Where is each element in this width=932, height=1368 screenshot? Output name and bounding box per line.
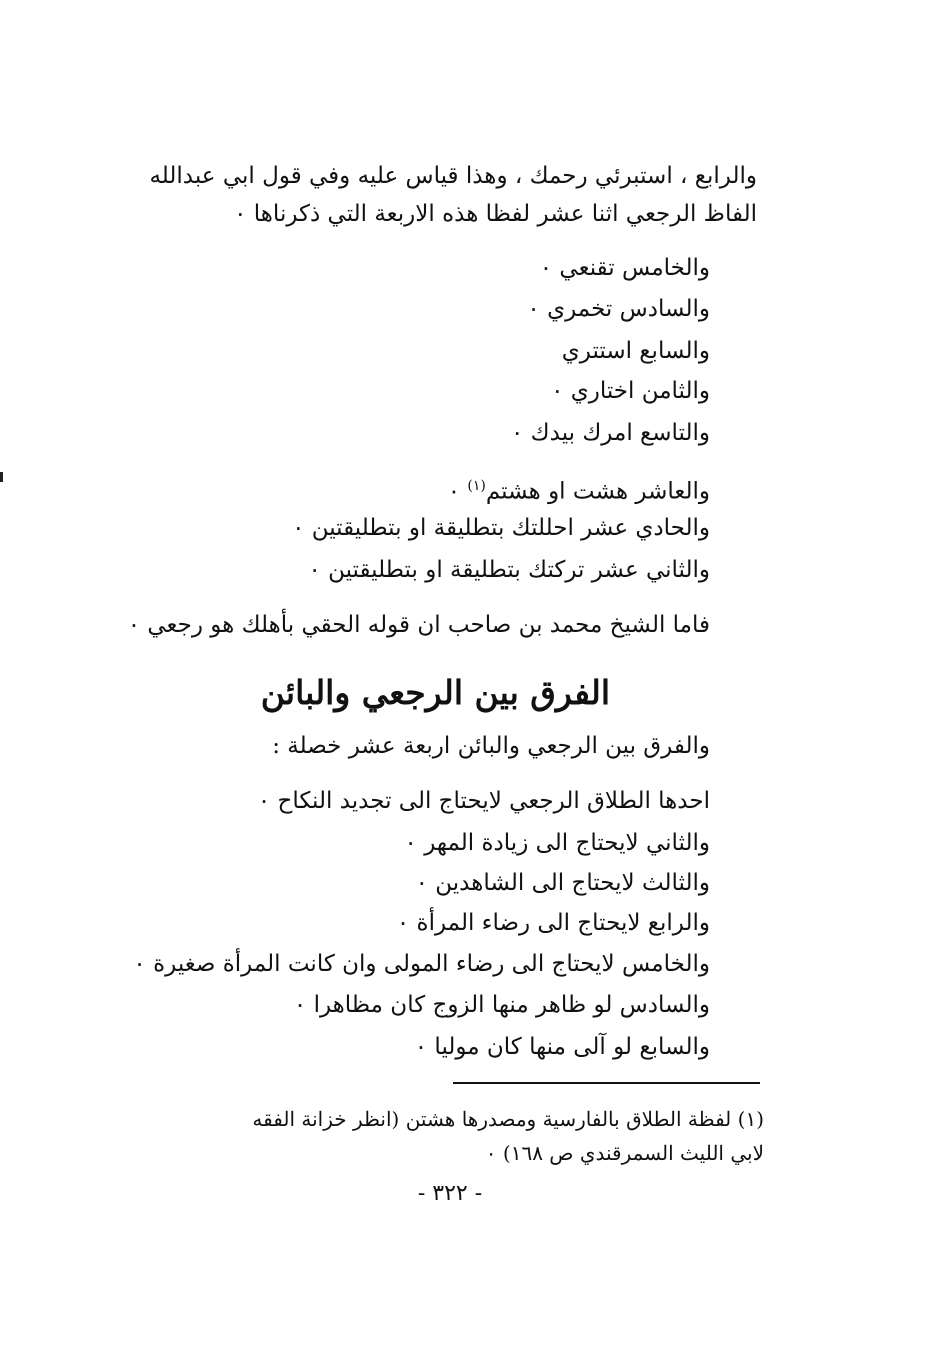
list-item-tenth bbox=[448, 466, 710, 512]
footnote-reference: (١) bbox=[467, 478, 486, 494]
footnote-line-1: (١) لفظة الطلاق بالفارسية ومصدرها هشتن (انظر خزانة الفقه bbox=[252, 1107, 764, 1131]
list-item: والخامس لايحتاج الى رضاء المولى وان كانت المرأة صغيرة ٠ bbox=[133, 951, 710, 977]
list-item: والرابع لايحتاج الى رضاء المرأة ٠ bbox=[396, 910, 710, 936]
list-item: والسابع استتري bbox=[561, 338, 710, 364]
list-item: والتاسع امرك بيدك ٠ bbox=[511, 420, 710, 446]
footnote-divider bbox=[453, 1082, 760, 1084]
closing-paragraph: فاما الشيخ محمد بن صاحب ان قوله الحقي بأهلك هو رجعي ٠ bbox=[127, 612, 710, 638]
list-item: والخامس تقنعي ٠ bbox=[539, 255, 710, 281]
intro-line-1: والرابع ، استبرئي رحمك ، وهذا قياس عليه وفي قول ابي عبدالله bbox=[149, 163, 757, 189]
list-item: والثامن اختاري ٠ bbox=[551, 378, 710, 404]
scan-edge-mark bbox=[0, 472, 3, 482]
section-intro: والفرق بين الرجعي والبائن اربعة عشر خصلة : bbox=[272, 733, 710, 759]
footnote-line-2: لابي الليث السمرقندي ص ١٦٨) ٠ bbox=[485, 1141, 764, 1165]
tenth-end: ٠ bbox=[447, 478, 468, 505]
list-item: والثاني لايحتاج الى زيادة المهر ٠ bbox=[404, 830, 710, 856]
list-item: والسابع لو آلى منها كان موليا ٠ bbox=[414, 1034, 710, 1060]
list-item: والحادي عشر احللتك بتطليقة او بتطليقتين ٠ bbox=[292, 515, 710, 541]
list-item: والسادس لو ظاهر منها الزوج كان مظاهرا ٠ bbox=[293, 992, 710, 1018]
list-item: احدها الطلاق الرجعي لايحتاج الى تجديد النكاح ٠ bbox=[257, 788, 710, 814]
page-number: - ٣٢٢ - bbox=[417, 1181, 483, 1206]
list-item: والثالث لايحتاج الى الشاهدين ٠ bbox=[415, 870, 710, 896]
section-heading: الفرق بين الرجعي والبائن bbox=[260, 673, 610, 712]
intro-line-2: الفاظ الرجعي اثنا عشر لفظا هذه الاربعة التي ذكرناها ٠ bbox=[234, 201, 757, 227]
list-item: والثاني عشر تركتك بتطليقة او بتطليقتين ٠ bbox=[308, 557, 710, 583]
list-item: والسادس تخمري ٠ bbox=[527, 296, 710, 322]
tenth-text: والعاشر هشت او هشتم bbox=[485, 478, 710, 505]
